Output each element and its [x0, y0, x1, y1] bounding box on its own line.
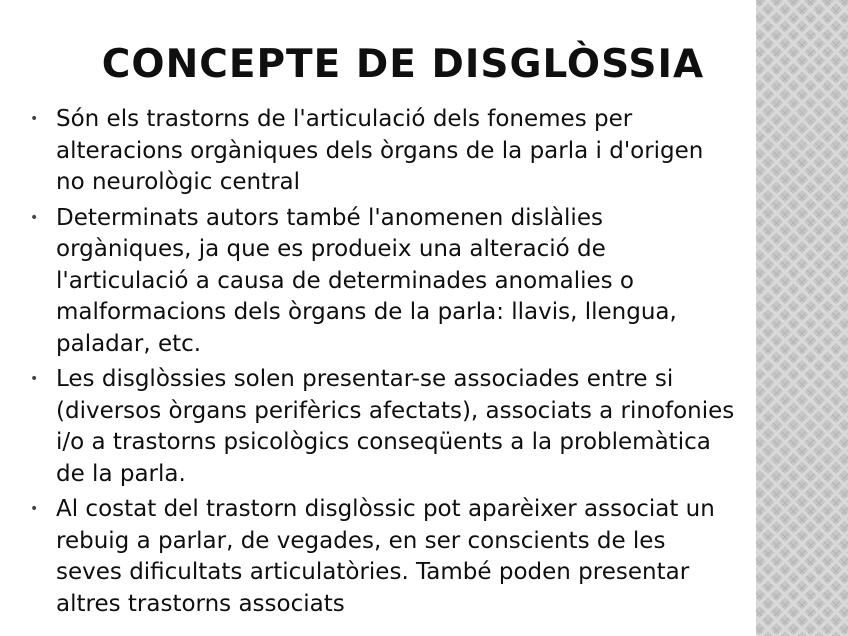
bullet-text: Són els trastorns de l'articulació dels fonemes per alteracions orgàniques dels òrgans de la parla i d'origen no neurològic central [56, 106, 704, 195]
bullet-item [30, 494, 738, 620]
bullet-list [30, 104, 738, 624]
bullet-item [30, 104, 738, 199]
decorative-pattern-strip [756, 0, 848, 636]
bullet-text: Al costat del trastorn disglòssic pot aparèixer associat un rebuig a parlar, de vegades, en ser conscients de les seves dificultats articulatòries. També poden presentar altres trastorns associats [56, 496, 715, 617]
bullet-text: Determinats autors també l'anomenen dislàlies orgàniques, ja que es produeix una alteració de l'articulació a causa de determinades anomalies o malformacions dels òrgans de la parla: llavis, llengua, paladar, etc. [56, 204, 677, 357]
bullet-text: Les disglòssies solen presentar-se associades entre si (diversos òrgans perifèrics afectats), associats a rinofonies i/o a trastorns psicològics conseqüents a la problemàtica de la parla. [56, 366, 735, 487]
bullet-icon: • [30, 501, 39, 517]
bullet-item [30, 203, 738, 361]
bullet-icon: • [30, 111, 39, 127]
bullet-icon: • [30, 209, 39, 226]
bullet-item [30, 364, 738, 490]
bullet-icon: • [30, 371, 39, 387]
slide-title: CONCEPTE DE DISGLÒSSIA [101, 42, 705, 87]
